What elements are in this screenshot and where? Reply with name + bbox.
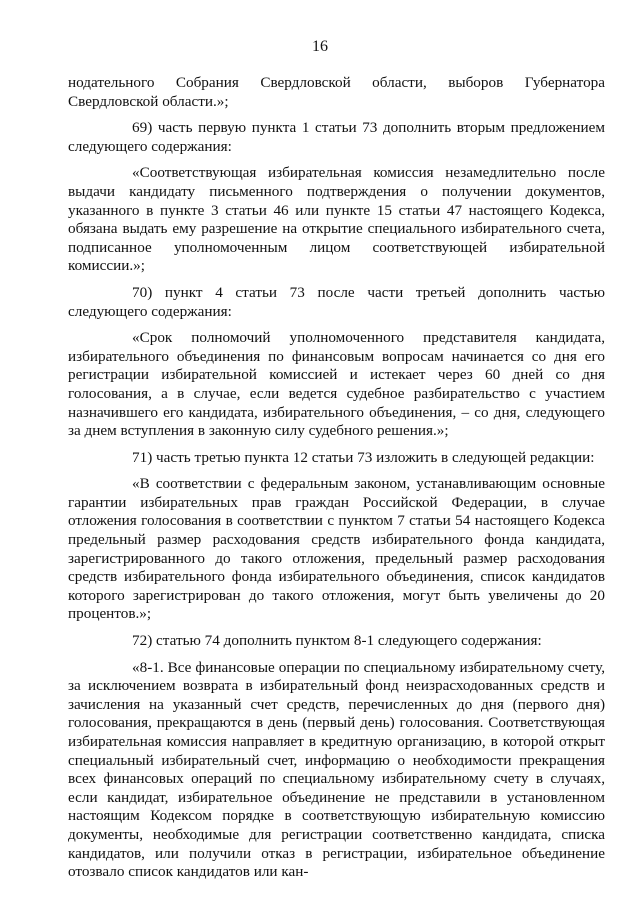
paragraph-quote-71: «В соответствии с федеральным законом, устанавливающим основные гарантии избирательных прав граждан Российской Федерации, в случае отложения голосования в соответствии с пунктом 7 статьи 54 настоящего Кодекса предельный размер расходования средств избирательного фонда кандидата, зарегистрированного до такого отложения, предельный размер расходования средств избирательного фонда избирательного объединения, список кандидатов которого зарегистрирован до такого отложения, могут быть увеличены до 20 процентов.»; xyxy=(68,475,605,623)
paragraph-quote-70: «Срок полномочий уполномоченного представителя кандидата, избирательного объединения по финансовым вопросам начинается со дня его регистрации избирательной комиссией и истекает через 60 дней со дня голосования, а в случае, если ведется судебное разбирательство с участием назначившего его кандидата, избирательного объединения, – со дня, следующего за днем вступления в законную силу судебного решения.»; xyxy=(68,329,605,440)
paragraph-item-71: 71) часть третью пункта 12 статьи 73 изложить в следующей редакции: xyxy=(132,448,595,466)
document-body xyxy=(68,74,605,890)
page-number: 16 xyxy=(312,38,328,55)
paragraph-quote-69: «Соответствующая избирательная комиссия незамедлительно после выдачи кандидату письменного подтверждения о получении документов, указанного в пункте 3 статьи 46 или пункте 15 статьи 47 настоящего Кодекса, обязана выдать ему разрешение на открытие специального избирательного счета, подписанное уполномоченным лицом соответствующей избирательной комиссии.»; xyxy=(68,164,605,275)
paragraph-quote-72: «8-1. Все финансовые операции по специальному избирательному счету, за исключением возврата в избирательный фонд неизрасходованных средств и зачисления на указанный счет средств, перечисленных до дня (первого дня) голосования, прекращаются в день (первый день) голосования. Соответствующая избирательная комиссия направляет в кредитную организацию, в которой открыт специальный избирательный счет, информацию о необходимости прекращения всех финансовых операций по специальному избирательному счету в случаях, если кандидат, избирательное объединение не представили в установленном настоящим Кодексом порядке в соответствующую избирательную комиссию документы, необходимые для регистрации соответственно кандидата, списка кандидатов, или получили отказ в регистрации, избирательное объединение отозвало список кандидатов или кан- xyxy=(68,658,605,881)
paragraph-item-69: 69) часть первую пункта 1 статьи 73 дополнить вторым предложением следующего содержания: xyxy=(68,119,605,155)
paragraph-continuation: нодательного Собрания Свердловской области, выборов Губернатора Свердловской области.»; xyxy=(68,74,605,110)
paragraph-item-70: 70) пункт 4 статьи 73 после части третьей дополнить частью следующего содержания: xyxy=(68,283,605,320)
paragraph-item-72: 72) статью 74 дополнить пунктом 8-1 следующего содержания: xyxy=(132,632,542,650)
